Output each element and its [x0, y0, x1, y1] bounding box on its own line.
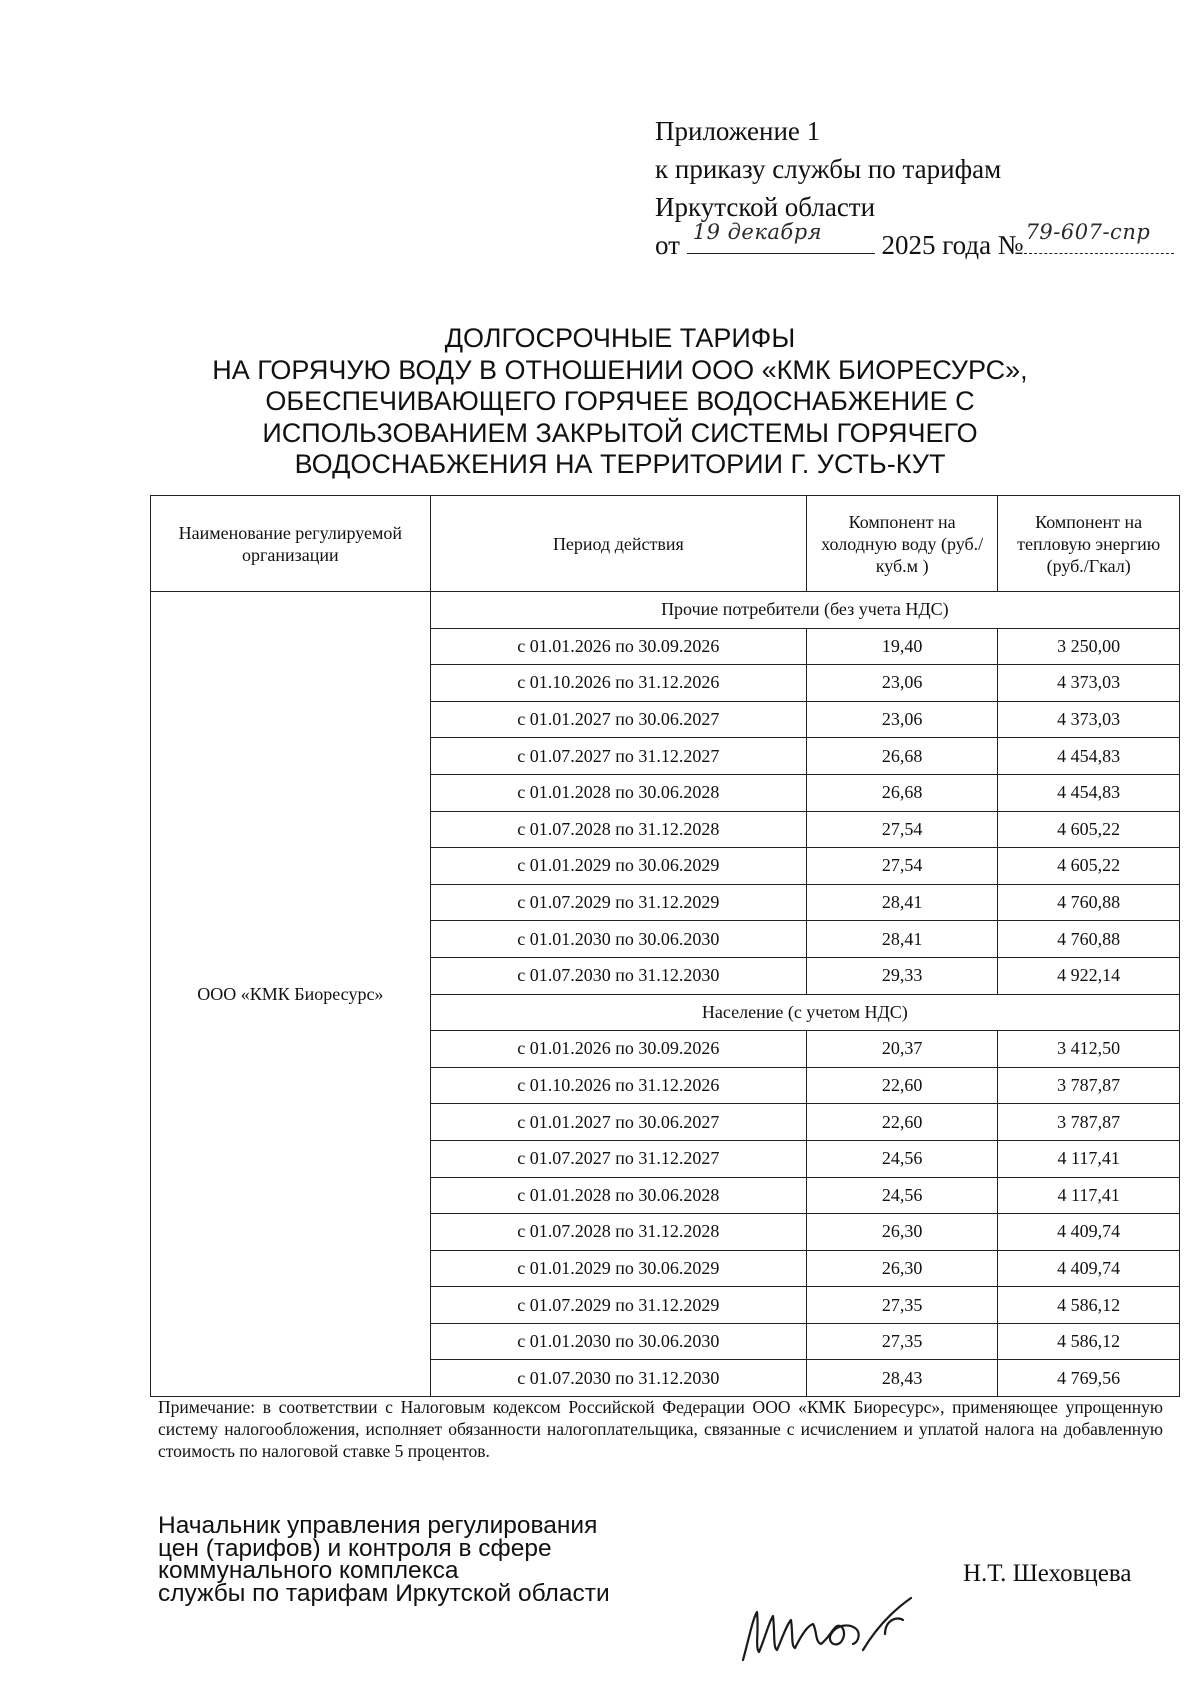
signer-name: Н.Т. Шеховцева	[963, 1560, 1132, 1587]
period-cell: с 01.01.2027 по 30.06.2027	[430, 701, 806, 738]
heat-cell: 3 787,87	[998, 1104, 1180, 1141]
year-label: 2025 года №	[881, 230, 1024, 260]
appendix-header	[655, 112, 1174, 264]
period-cell: с 01.01.2030 по 30.06.2030	[430, 1323, 806, 1360]
cold-cell: 27,35	[806, 1287, 997, 1324]
heat-cell: 4 117,41	[998, 1140, 1180, 1177]
title-line-1: ДОЛГОСРОЧНЫЕ ТАРИФЫ	[444, 323, 796, 353]
header-heat: Компонент на тепловую энергию (руб./Гкал)	[998, 496, 1180, 592]
heat-cell: 4 409,74	[998, 1214, 1180, 1251]
cold-cell: 19,40	[806, 628, 997, 665]
number-blank	[1024, 220, 1174, 254]
note-text: Примечание: в соответствии с Налоговым кодексом Российской Федерации ООО «КМК Биоресурс», применяющее упрощенную систему налогообложения, исполняет обязанности налогоплательщика, связанные с исчислением и уплатой налога на добавленную стоимость по налоговой ставке 5 процентов.	[158, 1397, 1163, 1461]
tariffs-table	[150, 495, 1180, 1397]
period-cell: с 01.07.2030 по 31.12.2030	[430, 957, 806, 994]
period-cell: с 01.01.2029 по 30.06.2029	[430, 1250, 806, 1287]
cold-cell: 29,33	[806, 957, 997, 994]
organization-cell: ООО «КМК Биоресурс»	[151, 592, 431, 1397]
handwritten-date: 19 декабря	[692, 220, 823, 244]
header-cold: Компонент на холодную воду (руб./куб.м )	[806, 496, 997, 592]
heat-cell: 4 922,14	[998, 957, 1180, 994]
period-cell: с 01.07.2027 по 31.12.2027	[430, 738, 806, 775]
cold-cell: 26,30	[806, 1214, 997, 1251]
title-line-3: ОБЕСПЕЧИВАЮЩЕГО ГОРЯЧЕЕ ВОДОСНАБЖЕНИЕ С	[265, 386, 975, 416]
heat-cell: 4 117,41	[998, 1177, 1180, 1214]
cold-cell: 28,41	[806, 921, 997, 958]
heat-cell: 4 760,88	[998, 921, 1180, 958]
period-cell: с 01.07.2029 по 31.12.2029	[430, 884, 806, 921]
document-title	[130, 323, 1110, 481]
title-line-2: НА ГОРЯЧУЮ ВОДУ В ОТНОШЕНИИ ООО «КМК БИОРЕСУРС»,	[212, 354, 1028, 385]
handwritten-number: 79-607-спр	[1025, 220, 1151, 244]
appendix-line-1: Приложение 1	[655, 116, 821, 146]
handwritten-signature	[735, 1590, 945, 1670]
appendix-line-2: к приказу службы по тарифам	[655, 154, 1002, 184]
heat-cell: 4 760,88	[998, 884, 1180, 921]
period-cell: с 01.10.2026 по 31.12.2026	[430, 1067, 806, 1104]
cold-cell: 27,54	[806, 848, 997, 885]
heat-cell: 4 605,22	[998, 848, 1180, 885]
cold-cell: 22,60	[806, 1104, 997, 1141]
period-cell: с 01.01.2028 по 30.06.2028	[430, 774, 806, 811]
period-cell: с 01.07.2029 по 31.12.2029	[430, 1287, 806, 1324]
cold-cell: 24,56	[806, 1177, 997, 1214]
section-row	[151, 592, 1180, 629]
heat-cell: 4 586,12	[998, 1287, 1180, 1324]
cold-cell: 26,30	[806, 1250, 997, 1287]
header-org: Наименование регулируемой организации	[151, 496, 431, 592]
cold-cell: 28,43	[806, 1360, 997, 1397]
period-cell: с 01.01.2030 по 30.06.2030	[430, 921, 806, 958]
period-cell: с 01.01.2027 по 30.06.2027	[430, 1104, 806, 1141]
cold-cell: 27,54	[806, 811, 997, 848]
signature-title-block	[158, 1512, 610, 1607]
period-cell: с 01.01.2028 по 30.06.2028	[430, 1177, 806, 1214]
cold-cell: 23,06	[806, 665, 997, 702]
appendix-date-line	[655, 220, 1174, 264]
period-cell: с 01.01.2026 по 30.09.2026	[430, 628, 806, 665]
position-line-2: цен (тарифов) и контроля в сфере	[158, 1534, 552, 1562]
period-cell: с 01.07.2028 по 31.12.2028	[430, 811, 806, 848]
position-line-3: коммунального комплекса	[158, 1557, 459, 1584]
position-line-1: Начальник управления регулирования	[158, 1512, 598, 1539]
cold-cell: 20,37	[806, 1031, 997, 1068]
from-label: от	[655, 230, 680, 260]
period-cell: с 01.10.2026 по 31.12.2026	[430, 665, 806, 702]
cold-cell: 22,60	[806, 1067, 997, 1104]
cold-cell: 23,06	[806, 701, 997, 738]
position-line-4: службы по тарифам Иркутской области	[158, 1579, 610, 1607]
heat-cell: 4 454,83	[998, 738, 1180, 775]
date-blank	[687, 220, 875, 254]
header-period: Период действия	[430, 496, 806, 592]
heat-cell: 4 769,56	[998, 1360, 1180, 1397]
period-cell: с 01.01.2026 по 30.09.2026	[430, 1031, 806, 1068]
period-cell: с 01.07.2028 по 31.12.2028	[430, 1214, 806, 1251]
period-cell: с 01.07.2027 по 31.12.2027	[430, 1140, 806, 1177]
heat-cell: 4 373,03	[998, 665, 1180, 702]
period-cell: с 01.01.2029 по 30.06.2029	[430, 848, 806, 885]
cold-cell: 26,68	[806, 774, 997, 811]
heat-cell: 4 586,12	[998, 1323, 1180, 1360]
cold-cell: 27,35	[806, 1323, 997, 1360]
heat-cell: 4 409,74	[998, 1250, 1180, 1287]
section-title: Население (с учетом НДС)	[430, 994, 1179, 1031]
title-line-5: ВОДОСНАБЖЕНИЯ НА ТЕРРИТОРИИ Г. УСТЬ-КУТ	[294, 449, 946, 479]
cold-cell: 24,56	[806, 1140, 997, 1177]
cold-cell: 26,68	[806, 738, 997, 775]
period-cell: с 01.07.2030 по 31.12.2030	[430, 1360, 806, 1397]
section-title: Прочие потребители (без учета НДС)	[430, 592, 1179, 629]
title-line-4: ИСПОЛЬЗОВАНИЕМ ЗАКРЫТОЙ СИСТЕМЫ ГОРЯЧЕГО	[262, 417, 978, 448]
heat-cell: 3 412,50	[998, 1031, 1180, 1068]
appendix-line-3: Иркутской области	[655, 192, 876, 222]
cold-cell: 28,41	[806, 884, 997, 921]
heat-cell: 3 250,00	[998, 628, 1180, 665]
heat-cell: 4 605,22	[998, 811, 1180, 848]
heat-cell: 4 454,83	[998, 774, 1180, 811]
heat-cell: 3 787,87	[998, 1067, 1180, 1104]
table-header-row	[151, 496, 1180, 592]
heat-cell: 4 373,03	[998, 701, 1180, 738]
